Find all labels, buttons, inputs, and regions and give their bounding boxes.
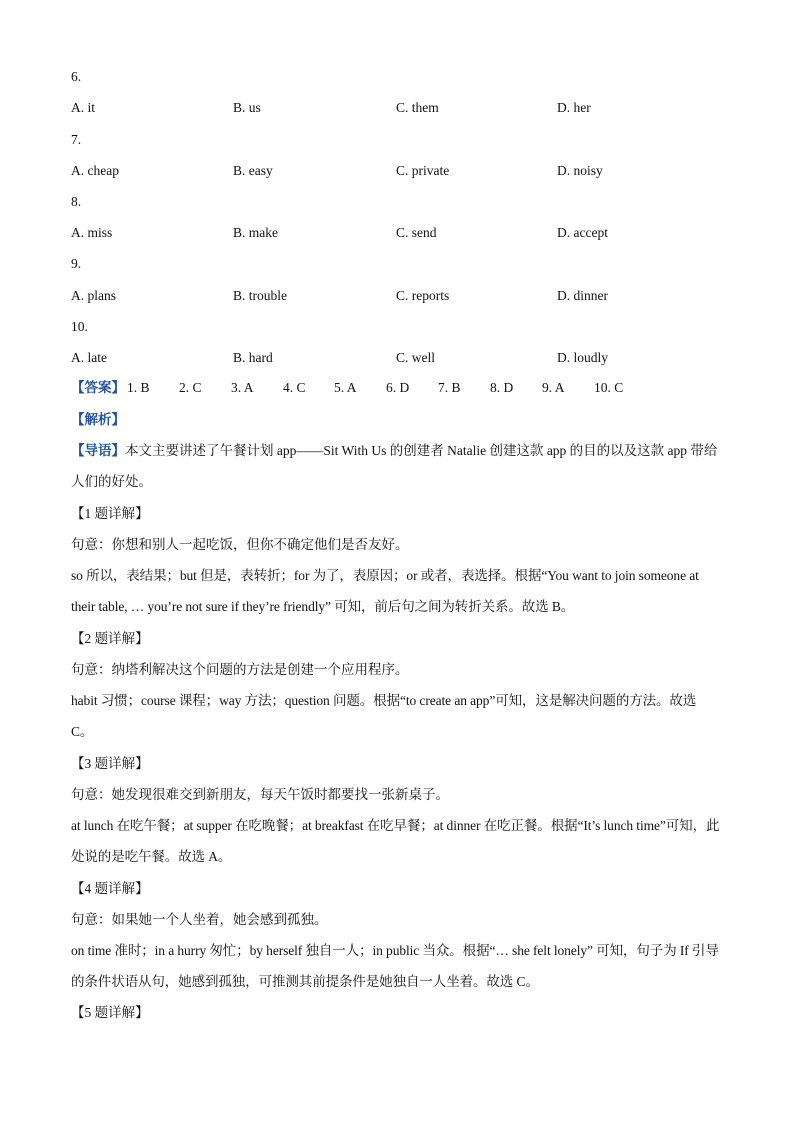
analysis-label: 【解析】 [71, 412, 125, 427]
option-b: B. hard [233, 350, 273, 365]
detail-header: 【1 题详解】 [71, 506, 149, 521]
intro-label: 【导语】 [71, 443, 125, 458]
question-number: 7. [71, 132, 82, 147]
option-a: A. late [71, 350, 107, 365]
answer-item: 4. C [283, 380, 306, 395]
option-row [71, 99, 771, 117]
answer-item: 6. D [386, 380, 410, 395]
answer-label: 【答案】 [71, 380, 125, 395]
option-c: C. send [396, 225, 437, 240]
option-b: B. easy [233, 163, 273, 178]
detail-header: 【2 题详解】 [71, 631, 149, 646]
question-number: 10. [71, 319, 88, 334]
option-d: D. noisy [557, 163, 603, 178]
answer-item: 9. A [542, 380, 565, 395]
option-c: C. well [396, 350, 435, 365]
detail-header: 【5 题详解】 [71, 1005, 149, 1020]
option-c: C. private [396, 163, 450, 178]
option-a: A. miss [71, 225, 113, 240]
option-d: D. dinner [557, 288, 608, 303]
option-row [71, 224, 771, 242]
detail-meaning: 句意：她发现很难交到新朋友，每天午饭时都要找一张新桌子。 [71, 787, 449, 802]
answer-item: 10. C [594, 380, 624, 395]
detail-explanation: on time 准时；in a hurry 匆忙；by herself 独自一人；in public 当众。根据“… she felt lonely” 可知，句子为 If 引导的条件状语从句，她感到孤独，可推测其前提条件是她独自一人坐着。故选 C。 [71, 943, 719, 989]
question-number: 9. [71, 256, 82, 271]
option-c: C. them [396, 100, 439, 115]
answer-item: 2. C [179, 380, 202, 395]
question-number: 8. [71, 194, 82, 209]
answer-item: 7. B [438, 380, 461, 395]
answer-row [71, 379, 771, 397]
intro-text: 本文主要讲述了午餐计划 app——Sit With Us 的创建者 Natalie 创建这款 app 的目的以及这款 app 带给人们的好处。 [71, 443, 718, 489]
option-d: D. loudly [557, 350, 609, 365]
answer-item: 8. D [490, 380, 514, 395]
detail-header: 【4 题详解】 [71, 881, 149, 896]
answer-item: 3. A [231, 380, 254, 395]
detail-explanation: at lunch 在吃午餐；at supper 在吃晚餐；at breakfast 在吃早餐；at dinner 在吃正餐。根据“It’s lunch time”可知，此处说的是吃午餐。故选 A。 [71, 818, 720, 864]
option-b: B. make [233, 225, 278, 240]
option-d: D. accept [557, 225, 608, 240]
detail-header: 【3 题详解】 [71, 756, 149, 771]
option-c: C. reports [396, 288, 450, 303]
option-row [71, 349, 771, 367]
detail-meaning: 句意：如果她一个人坐着，她会感到孤独。 [71, 912, 328, 927]
intro-paragraph [71, 435, 721, 497]
option-row [71, 287, 771, 305]
option-b: B. trouble [233, 288, 287, 303]
option-a: A. plans [71, 288, 116, 303]
option-a: A. cheap [71, 163, 119, 178]
detail-meaning: 句意：纳塔利解决这个问题的方法是创建一个应用程序。 [71, 662, 409, 677]
option-a: A. it [71, 100, 96, 115]
option-d: D. her [557, 100, 591, 115]
answer-item: 1. B [127, 380, 150, 395]
detail-explanation: habit 习惯；course 课程；way 方法；question 问题。根据“to create an app”可知，这是解决问题的方法。故选 C。 [71, 693, 697, 739]
option-b: B. us [233, 100, 261, 115]
option-row [71, 162, 771, 180]
question-number: 6. [71, 69, 82, 84]
detail-explanation: so 所以，表结果；but 但是，表转折；for 为了，表原因；or 或者，表选择。根据“You want to join someone at their table, … you’re not sure if they’re friendly” 可知，前后句之间为转折关系。故选 B。 [71, 568, 699, 614]
answer-item: 5. A [334, 380, 357, 395]
detail-meaning: 句意：你想和别人一起吃饭，但你不确定他们是否友好。 [71, 537, 409, 552]
